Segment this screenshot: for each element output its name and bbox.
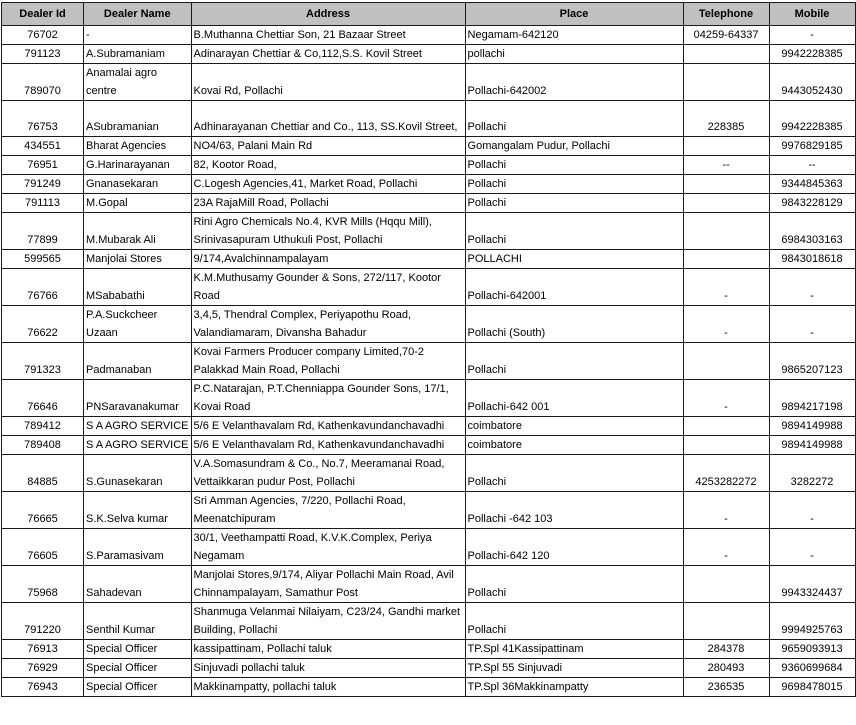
cell-dealer-name[interactable]: A.Subramaniam xyxy=(84,45,192,64)
cell-dealer-id[interactable]: 76943 xyxy=(2,678,84,697)
cell-mobile[interactable]: 9443052430 xyxy=(769,64,855,101)
cell-address[interactable]: Sinjuvadi pollachi taluk xyxy=(191,659,465,678)
cell-place[interactable]: TP.Spl 41Kassipattinam xyxy=(465,640,683,659)
cell-address[interactable]: Kovai Rd, Pollachi xyxy=(191,64,465,101)
cell-address[interactable]: 5/6 E Velanthavalam Rd, Kathenkavundanchavadhi xyxy=(191,436,465,455)
table-row xyxy=(2,64,856,101)
cell-place[interactable]: Pollachi-642002 xyxy=(465,64,683,101)
table-row xyxy=(2,640,856,659)
cell-address[interactable]: P.C.Natarajan, P.T.Chenniappa Gounder Sons, 17/1, Kovai Road xyxy=(191,380,465,417)
cell-mobile[interactable]: 9894217198 xyxy=(769,380,855,417)
cell-place[interactable]: Pollachi xyxy=(465,175,683,194)
cell-address[interactable]: 23A RajaMill Road, Pollachi xyxy=(191,194,465,213)
cell-dealer-id[interactable]: 789408 xyxy=(2,436,84,455)
table-row xyxy=(2,137,856,156)
table-row xyxy=(2,269,856,306)
cell-telephone[interactable]: - xyxy=(683,269,769,306)
cell-place[interactable]: Gomangalam Pudur, Pollachi xyxy=(465,137,683,156)
cell-address[interactable]: Adhinarayanan Chettiar and Co., 113, SS.Kovil Street, xyxy=(191,101,465,137)
cell-telephone[interactable] xyxy=(683,603,769,640)
cell-place[interactable]: POLLACHI xyxy=(465,250,683,269)
cell-mobile[interactable]: 9942228385 xyxy=(769,101,855,137)
cell-dealer-id[interactable]: 76951 xyxy=(2,156,84,175)
cell-dealer-id[interactable]: 434551 xyxy=(2,137,84,156)
cell-dealer-id[interactable]: 791220 xyxy=(2,603,84,640)
cell-telephone[interactable] xyxy=(683,194,769,213)
cell-mobile[interactable]: - xyxy=(769,492,855,529)
cell-telephone[interactable] xyxy=(683,343,769,380)
cell-dealer-name[interactable]: Gnanasekaran xyxy=(84,175,192,194)
cell-mobile[interactable]: 9344845363 xyxy=(769,175,855,194)
cell-dealer-id[interactable]: 791323 xyxy=(2,343,84,380)
cell-dealer-name[interactable]: S.Gunasekaran xyxy=(84,455,192,492)
cell-place[interactable]: Negamam-642120 xyxy=(465,26,683,45)
cell-dealer-id[interactable]: 76753 xyxy=(2,101,84,137)
cell-place[interactable]: TP.Spl 36Makkinampatty xyxy=(465,678,683,697)
cell-dealer-id[interactable]: 77899 xyxy=(2,213,84,250)
cell-address[interactable]: C.Logesh Agencies,41, Market Road, Pollachi xyxy=(191,175,465,194)
cell-dealer-name[interactable]: Sahadevan xyxy=(84,566,192,603)
cell-mobile[interactable]: 9865207123 xyxy=(769,343,855,380)
dealer-table xyxy=(1,2,856,697)
cell-dealer-id[interactable]: 76766 xyxy=(2,269,84,306)
cell-place[interactable]: Pollachi xyxy=(465,455,683,492)
cell-place[interactable]: Pollachi (South) xyxy=(465,306,683,343)
header-telephone[interactable]: Telephone xyxy=(683,3,769,26)
cell-dealer-name[interactable]: PNSaravanakumar xyxy=(84,380,192,417)
table-row xyxy=(2,492,856,529)
cell-address[interactable]: Makkinampatty, pollachi taluk xyxy=(191,678,465,697)
cell-mobile[interactable]: 9976829185 xyxy=(769,137,855,156)
cell-place[interactable]: Pollachi -642 103 xyxy=(465,492,683,529)
cell-dealer-id[interactable]: 76913 xyxy=(2,640,84,659)
cell-address[interactable]: Kovai Farmers Producer company Limited,70-2 Palakkad Main Road, Pollachi xyxy=(191,343,465,380)
cell-address[interactable]: Manjolai Stores,9/174, Aliyar Pollachi Main Road, Avil Chinnampalayam, Samathur Post xyxy=(191,566,465,603)
cell-address[interactable]: Rini Agro Chemicals No.4, KVR Mills (Hqqu Mill), Srinivasapuram Uthukuli Post, Pollachi xyxy=(191,213,465,250)
cell-address[interactable]: 30/1, Veethampatti Road, K.V.K.Complex, Periya Negamam xyxy=(191,529,465,566)
cell-mobile[interactable]: 9360699684 xyxy=(769,659,855,678)
cell-mobile[interactable]: - xyxy=(769,26,855,45)
cell-dealer-name[interactable]: Bharat Agencies xyxy=(84,137,192,156)
cell-dealer-name[interactable]: Anamalai agro centre xyxy=(84,64,192,101)
table-row xyxy=(2,194,856,213)
cell-telephone[interactable] xyxy=(683,137,769,156)
cell-dealer-id[interactable]: 791123 xyxy=(2,45,84,64)
cell-dealer-name[interactable]: M.Gopal xyxy=(84,194,192,213)
cell-place[interactable]: Pollachi xyxy=(465,101,683,137)
cell-dealer-id[interactable]: 76605 xyxy=(2,529,84,566)
table-row xyxy=(2,678,856,697)
cell-telephone[interactable]: 4253282272 xyxy=(683,455,769,492)
cell-telephone[interactable]: - xyxy=(683,380,769,417)
cell-address[interactable]: Adinarayan Chettiar & Co,112,S.S. Kovil Street xyxy=(191,45,465,64)
cell-place[interactable]: Pollachi xyxy=(465,603,683,640)
cell-dealer-name[interactable]: S A AGRO SERVICE xyxy=(84,436,192,455)
cell-dealer-name[interactable]: - xyxy=(84,26,192,45)
cell-telephone[interactable]: - xyxy=(683,306,769,343)
cell-address[interactable]: V.A.Somasundram & Co., No.7, Meeramanai Road, Vettaikkaran pudur Post, Pollachi xyxy=(191,455,465,492)
table-row xyxy=(2,250,856,269)
cell-telephone[interactable] xyxy=(683,250,769,269)
cell-dealer-name[interactable]: P.A.Suckcheer Uzaan xyxy=(84,306,192,343)
cell-mobile[interactable]: 9659093913 xyxy=(769,640,855,659)
cell-address[interactable]: kassipattinam, Pollachi taluk xyxy=(191,640,465,659)
cell-address[interactable]: B.Muthanna Chettiar Son, 21 Bazaar Street xyxy=(191,26,465,45)
table-row xyxy=(2,380,856,417)
table-row xyxy=(2,45,856,64)
cell-mobile[interactable]: 9843228129 xyxy=(769,194,855,213)
cell-dealer-id[interactable]: 791249 xyxy=(2,175,84,194)
cell-dealer-id[interactable]: 75968 xyxy=(2,566,84,603)
cell-mobile[interactable]: -- xyxy=(769,156,855,175)
cell-address[interactable]: 5/6 E Velanthavalam Rd, Kathenkavundanchavadhi xyxy=(191,417,465,436)
cell-dealer-id[interactable]: 84885 xyxy=(2,455,84,492)
cell-dealer-id[interactable]: 789412 xyxy=(2,417,84,436)
cell-dealer-name[interactable]: M.Mubarak Ali xyxy=(84,213,192,250)
header-dealer-id[interactable]: Dealer Id xyxy=(2,3,84,26)
table-row xyxy=(2,659,856,678)
cell-mobile[interactable]: 9942228385 xyxy=(769,45,855,64)
cell-place[interactable]: Pollachi xyxy=(465,156,683,175)
cell-dealer-name[interactable]: S.K.Selva kumar xyxy=(84,492,192,529)
table-row xyxy=(2,603,856,640)
cell-mobile[interactable]: - xyxy=(769,306,855,343)
cell-place[interactable]: Pollachi xyxy=(465,343,683,380)
cell-telephone[interactable] xyxy=(683,417,769,436)
table-row xyxy=(2,455,856,492)
cell-address[interactable]: K.M.Muthusamy Gounder & Sons, 272/117, Kootor Road xyxy=(191,269,465,306)
cell-place[interactable]: Pollachi-642001 xyxy=(465,269,683,306)
cell-telephone[interactable]: 04259-64337 xyxy=(683,26,769,45)
cell-telephone[interactable] xyxy=(683,436,769,455)
table-row xyxy=(2,213,856,250)
cell-telephone[interactable]: - xyxy=(683,529,769,566)
cell-telephone[interactable] xyxy=(683,566,769,603)
cell-dealer-id[interactable]: 76646 xyxy=(2,380,84,417)
table-row xyxy=(2,436,856,455)
cell-place[interactable]: Pollachi xyxy=(465,194,683,213)
cell-dealer-id[interactable]: 76665 xyxy=(2,492,84,529)
header-place[interactable]: Place xyxy=(465,3,683,26)
header-dealer-name[interactable]: Dealer Name xyxy=(84,3,192,26)
table-row xyxy=(2,175,856,194)
cell-dealer-id[interactable]: 791113 xyxy=(2,194,84,213)
cell-dealer-name[interactable]: S.Paramasivam xyxy=(84,529,192,566)
cell-place[interactable]: Pollachi-642 001 xyxy=(465,380,683,417)
cell-place[interactable]: coimbatore xyxy=(465,436,683,455)
cell-place[interactable]: pollachi xyxy=(465,45,683,64)
cell-mobile[interactable]: 9894149988 xyxy=(769,436,855,455)
table-row xyxy=(2,529,856,566)
cell-telephone[interactable]: -- xyxy=(683,156,769,175)
table-row xyxy=(2,306,856,343)
cell-dealer-name[interactable]: Special Officer xyxy=(84,640,192,659)
cell-dealer-id[interactable]: 76929 xyxy=(2,659,84,678)
cell-address[interactable]: Sri Amman Agencies, 7/220, Pollachi Road, Meenatchipuram xyxy=(191,492,465,529)
header-mobile[interactable]: Mobile xyxy=(769,3,855,26)
cell-dealer-id[interactable]: 789070 xyxy=(2,64,84,101)
cell-address[interactable]: NO4/63, Palani Main Rd xyxy=(191,137,465,156)
cell-dealer-name[interactable]: G.Harinarayanan xyxy=(84,156,192,175)
table-row xyxy=(2,156,856,175)
cell-telephone[interactable]: 236535 xyxy=(683,678,769,697)
table-row xyxy=(2,101,856,137)
cell-telephone[interactable]: - xyxy=(683,492,769,529)
cell-address[interactable]: 82, Kootor Road, xyxy=(191,156,465,175)
table-row xyxy=(2,343,856,380)
cell-dealer-name[interactable]: Special Officer xyxy=(84,659,192,678)
cell-mobile[interactable]: 9943324437 xyxy=(769,566,855,603)
cell-place[interactable]: Pollachi-642 120 xyxy=(465,529,683,566)
cell-mobile[interactable]: 6984303163 xyxy=(769,213,855,250)
table-row xyxy=(2,26,856,45)
cell-telephone[interactable]: 280493 xyxy=(683,659,769,678)
cell-mobile[interactable]: 3282272 xyxy=(769,455,855,492)
cell-dealer-name[interactable]: Senthil Kumar xyxy=(84,603,192,640)
cell-mobile[interactable]: - xyxy=(769,269,855,306)
cell-telephone[interactable] xyxy=(683,64,769,101)
cell-dealer-name[interactable]: S A AGRO SERVICE xyxy=(84,417,192,436)
cell-dealer-name[interactable]: Manjolai Stores xyxy=(84,250,192,269)
cell-address[interactable]: Shanmuga Velanmai Nilaiyam, C23/24, Gandhi market Building, Pollachi xyxy=(191,603,465,640)
cell-dealer-id[interactable]: 76622 xyxy=(2,306,84,343)
cell-mobile[interactable]: 9894149988 xyxy=(769,417,855,436)
cell-telephone[interactable]: 228385 xyxy=(683,101,769,137)
cell-place[interactable]: Pollachi xyxy=(465,213,683,250)
cell-telephone[interactable] xyxy=(683,213,769,250)
cell-telephone[interactable] xyxy=(683,175,769,194)
cell-dealer-id[interactable]: 76702 xyxy=(2,26,84,45)
cell-mobile[interactable]: 9994925763 xyxy=(769,603,855,640)
cell-telephone[interactable] xyxy=(683,45,769,64)
cell-address[interactable]: 9/174,Avalchinnampalayam xyxy=(191,250,465,269)
table-row xyxy=(2,566,856,603)
cell-address[interactable]: 3,4,5, Thendral Complex, Periyapothu Road, Valandiamaram, Divansha Bahadur xyxy=(191,306,465,343)
cell-mobile[interactable]: 9843018618 xyxy=(769,250,855,269)
cell-dealer-id[interactable]: 599565 xyxy=(2,250,84,269)
cell-mobile[interactable]: - xyxy=(769,529,855,566)
cell-place[interactable]: TP.Spl 55 Sinjuvadi xyxy=(465,659,683,678)
cell-place[interactable]: Pollachi xyxy=(465,566,683,603)
cell-dealer-name[interactable]: Special Officer xyxy=(84,678,192,697)
header-address[interactable]: Address xyxy=(191,3,465,26)
cell-dealer-name[interactable]: MSababathi xyxy=(84,269,192,306)
cell-dealer-name[interactable]: Padmanaban xyxy=(84,343,192,380)
header-row xyxy=(2,3,856,26)
cell-telephone[interactable]: 284378 xyxy=(683,640,769,659)
cell-place[interactable]: coimbatore xyxy=(465,417,683,436)
cell-mobile[interactable]: 9698478015 xyxy=(769,678,855,697)
cell-dealer-name[interactable]: ASubramanian xyxy=(84,101,192,137)
table-row xyxy=(2,417,856,436)
